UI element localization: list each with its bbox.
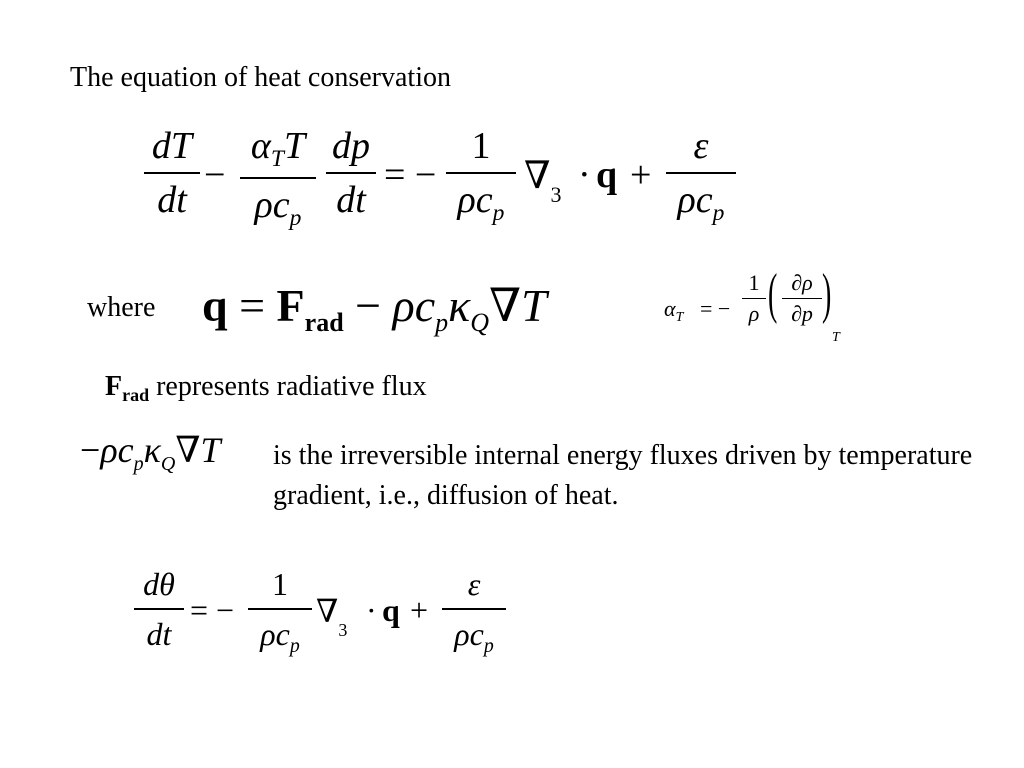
equals-minus: = − (190, 592, 235, 628)
numerator: 1 (471, 125, 491, 167)
cp-subscript: p (483, 634, 494, 657)
alpha-T (664, 296, 684, 325)
c-symbol: c (414, 280, 436, 331)
flux-description: is the irreversible internal energy fluxes driven by temperature gradient, i.e., diffusion of heat. (273, 440, 973, 511)
nabla-symbol: ∇ (316, 593, 339, 629)
numerator (240, 124, 316, 173)
left-paren: ( (768, 263, 778, 325)
fraction-dT-dt (144, 124, 200, 222)
rad-subscript: rad (122, 385, 150, 405)
nabla-operator (524, 153, 562, 207)
fraction-dp-dt (326, 124, 376, 222)
plus-sign: + (630, 154, 652, 196)
numerator: ε (467, 566, 481, 602)
numerator: dp (332, 125, 370, 167)
fraction-epsilon-over-rho-cp (666, 124, 736, 227)
frad-description-line (105, 369, 427, 407)
fraction-1-over-rho-cp (248, 564, 312, 659)
plus-sign: + (410, 592, 429, 628)
nabla-subscript: 3 (550, 182, 562, 207)
temperature-symbol: T (521, 280, 547, 331)
temperature-symbol: T (283, 125, 306, 167)
fraction-epsilon-over-rho-cp (442, 564, 506, 659)
nabla-operator (316, 592, 348, 640)
alpha-subscript: T (675, 309, 684, 325)
cp-subscript: p (712, 200, 725, 227)
denominator (446, 178, 516, 227)
nabla-subscript: 3 (338, 620, 348, 640)
minus-sign: − (355, 280, 382, 331)
right-paren: ) (822, 263, 832, 325)
denominator: dt (146, 616, 172, 652)
rho-symbol: ρ (392, 280, 415, 331)
slide-title: The equation of heat conservation (70, 62, 451, 93)
numerator: dT (151, 125, 193, 167)
rho-c: ρc (457, 179, 493, 221)
heat-flux-vector: q (596, 154, 618, 196)
fraction-1-over-rho-cp (446, 124, 516, 227)
denominator (248, 614, 312, 659)
rho-c: ρc (254, 184, 290, 226)
equals-minus: = − (384, 154, 437, 196)
equals-minus: = − (700, 296, 731, 321)
denominator (442, 614, 506, 659)
alpha-symbol: α (664, 296, 676, 321)
fraction-1-over-rho (742, 270, 766, 327)
temperature-symbol: T (200, 430, 221, 470)
rho-c: ρc (677, 179, 713, 221)
where-label: where (87, 292, 156, 323)
dot-product: · (578, 154, 591, 196)
nabla-symbol: ∇ (175, 430, 201, 470)
nabla-symbol: ∇ (524, 155, 551, 197)
nabla-symbol: ∇ (489, 280, 522, 331)
denominator: dt (157, 179, 187, 221)
fraction-alphaT-T-over-rho-cp (240, 124, 316, 232)
numerator: ε (693, 125, 709, 167)
rho-symbol: ρ (100, 430, 118, 470)
radiative-flux-symbol: F (105, 371, 123, 402)
numerator: 1 (272, 566, 288, 602)
heat-flux-definition (202, 278, 547, 341)
fraction-partial-rho-partial-p (782, 270, 822, 327)
cp-subscript: p (435, 308, 449, 337)
rho-c: ρc (454, 616, 484, 652)
denominator (666, 178, 736, 227)
heat-flux-vector: q (202, 280, 228, 331)
outer-subscript: T (832, 330, 840, 345)
cp-subscript: p (289, 634, 300, 657)
minus-sign: − (80, 430, 101, 470)
radiative-flux-symbol: F (276, 280, 305, 331)
kappa-subscript: Q (470, 308, 489, 337)
fraction-dtheta-dt (134, 564, 184, 654)
denominator: dt (336, 179, 366, 221)
kappa-symbol: κ (143, 430, 161, 470)
alpha-subscript: T (270, 146, 284, 173)
heat-flux-vector: q (382, 592, 400, 628)
denominator: ∂p (791, 301, 813, 326)
c-symbol: c (117, 430, 134, 470)
denominator: ρ (748, 301, 760, 326)
cp-subscript: p (133, 453, 144, 475)
kappa-symbol: κ (448, 280, 471, 331)
dot-product: · (366, 592, 377, 628)
numerator: ∂ρ (791, 270, 813, 295)
rho-c: ρc (260, 616, 290, 652)
minus-sign: − (204, 154, 226, 196)
numerator: 1 (748, 270, 760, 295)
denominator (240, 183, 316, 232)
equals-sign: = (239, 280, 266, 331)
cp-subscript: p (289, 205, 302, 232)
numerator: dθ (143, 566, 175, 602)
alpha-symbol: α (250, 125, 271, 167)
cp-subscript: p (492, 200, 505, 227)
kappa-subscript: Q (160, 453, 176, 475)
frad-description: represents radiative flux (156, 371, 427, 402)
diffusive-flux-term (80, 428, 220, 478)
rad-subscript: rad (304, 308, 344, 337)
